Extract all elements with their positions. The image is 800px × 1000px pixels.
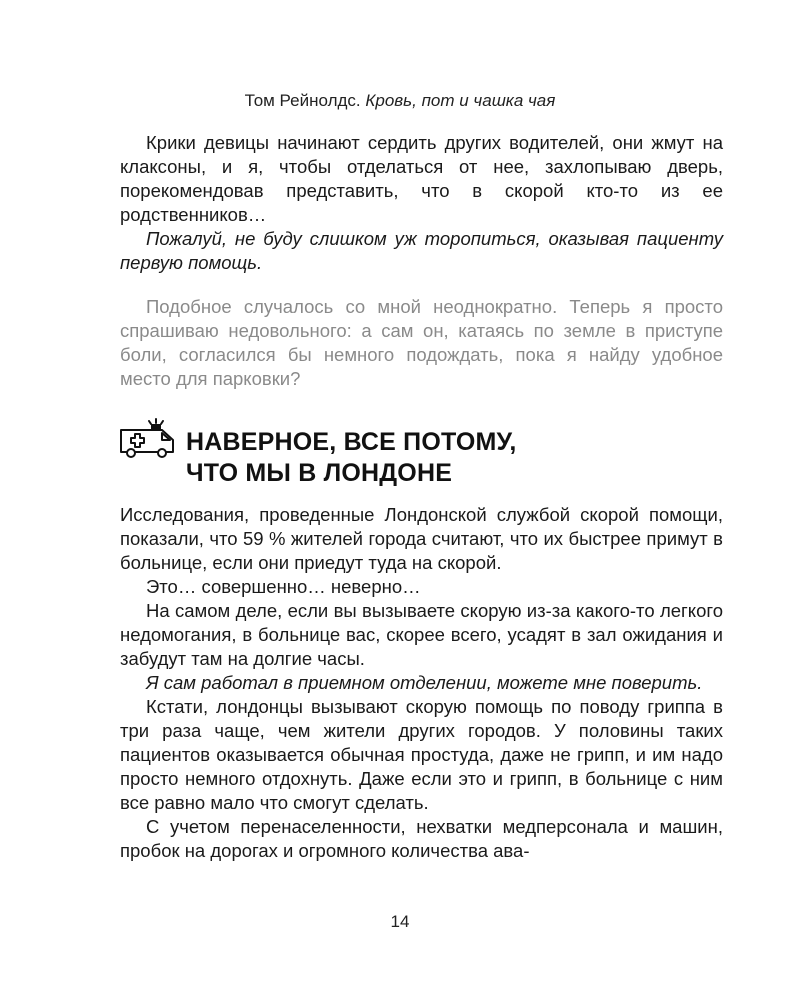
section-title-line-1: НАВЕРНОЕ, ВСЕ ПОТОМУ, — [186, 428, 517, 456]
paragraph: На самом деле, если вы вызываете скорую из-за какого-то легкого недомогания, в больнице вас, скорее всего, усадят в зал ожидания и забудут там на долгие часы. — [120, 600, 723, 669]
body-text-block — [120, 503, 723, 863]
paragraph-italic: Пожалуй, не буду слишком уж торопиться, оказывая пациенту первую помощь. — [120, 228, 723, 273]
header-author: Том Рейнолдс. — [244, 91, 361, 110]
ambulance-icon — [118, 416, 178, 460]
paragraph: Крики девицы начинают сердить других водителей, они жмут на клаксоны, и я, чтобы отделаться от нее, захлопываю дверь, порекомендовав представить, что в скорой кто-то из ее родственников… — [120, 132, 723, 225]
aside-paragraph: Подобное случалось со мной неоднократно. Теперь я просто спрашиваю недовольного: а сам он, катаясь по земле в приступе боли, согласился бы немного подождать, пока я найду удобное место для парковки? — [120, 296, 723, 389]
header-book-title: Кровь, пот и чашка чая — [365, 91, 556, 110]
page-number: 14 — [390, 912, 410, 931]
section-title — [186, 427, 517, 489]
grey-aside-block — [120, 295, 723, 391]
section-heading — [118, 412, 718, 487]
running-header — [0, 91, 800, 111]
paragraph-italic: Я сам работал в приемном отделении, можете мне поверить. — [146, 672, 703, 693]
paragraph: Исследования, проведенные Лондонской службой скорой помощи, показали, что 59 % жителей города считают, что их быстрее примут в больнице, если они приедут туда на скорой. — [120, 504, 723, 573]
paragraph: С учетом перенаселенности, нехватки медперсонала и машин, пробок на дорогах и огромного количества ава- — [120, 816, 723, 861]
section-title-line-2: ЧТО МЫ В ЛОНДОНЕ — [186, 459, 453, 487]
paragraph: Это… совершенно… неверно… — [146, 576, 421, 597]
top-text-block — [120, 131, 723, 275]
paragraph: Кстати, лондонцы вызывают скорую помощь по поводу гриппа в три раза чаще, чем жители других городов. У половины таких пациентов оказывается обычная простуда, даже не грипп, и им надо просто немного отдохнуть. Даже если это и грипп, в больнице с ним все равно мало что смогут сделать. — [120, 696, 723, 813]
